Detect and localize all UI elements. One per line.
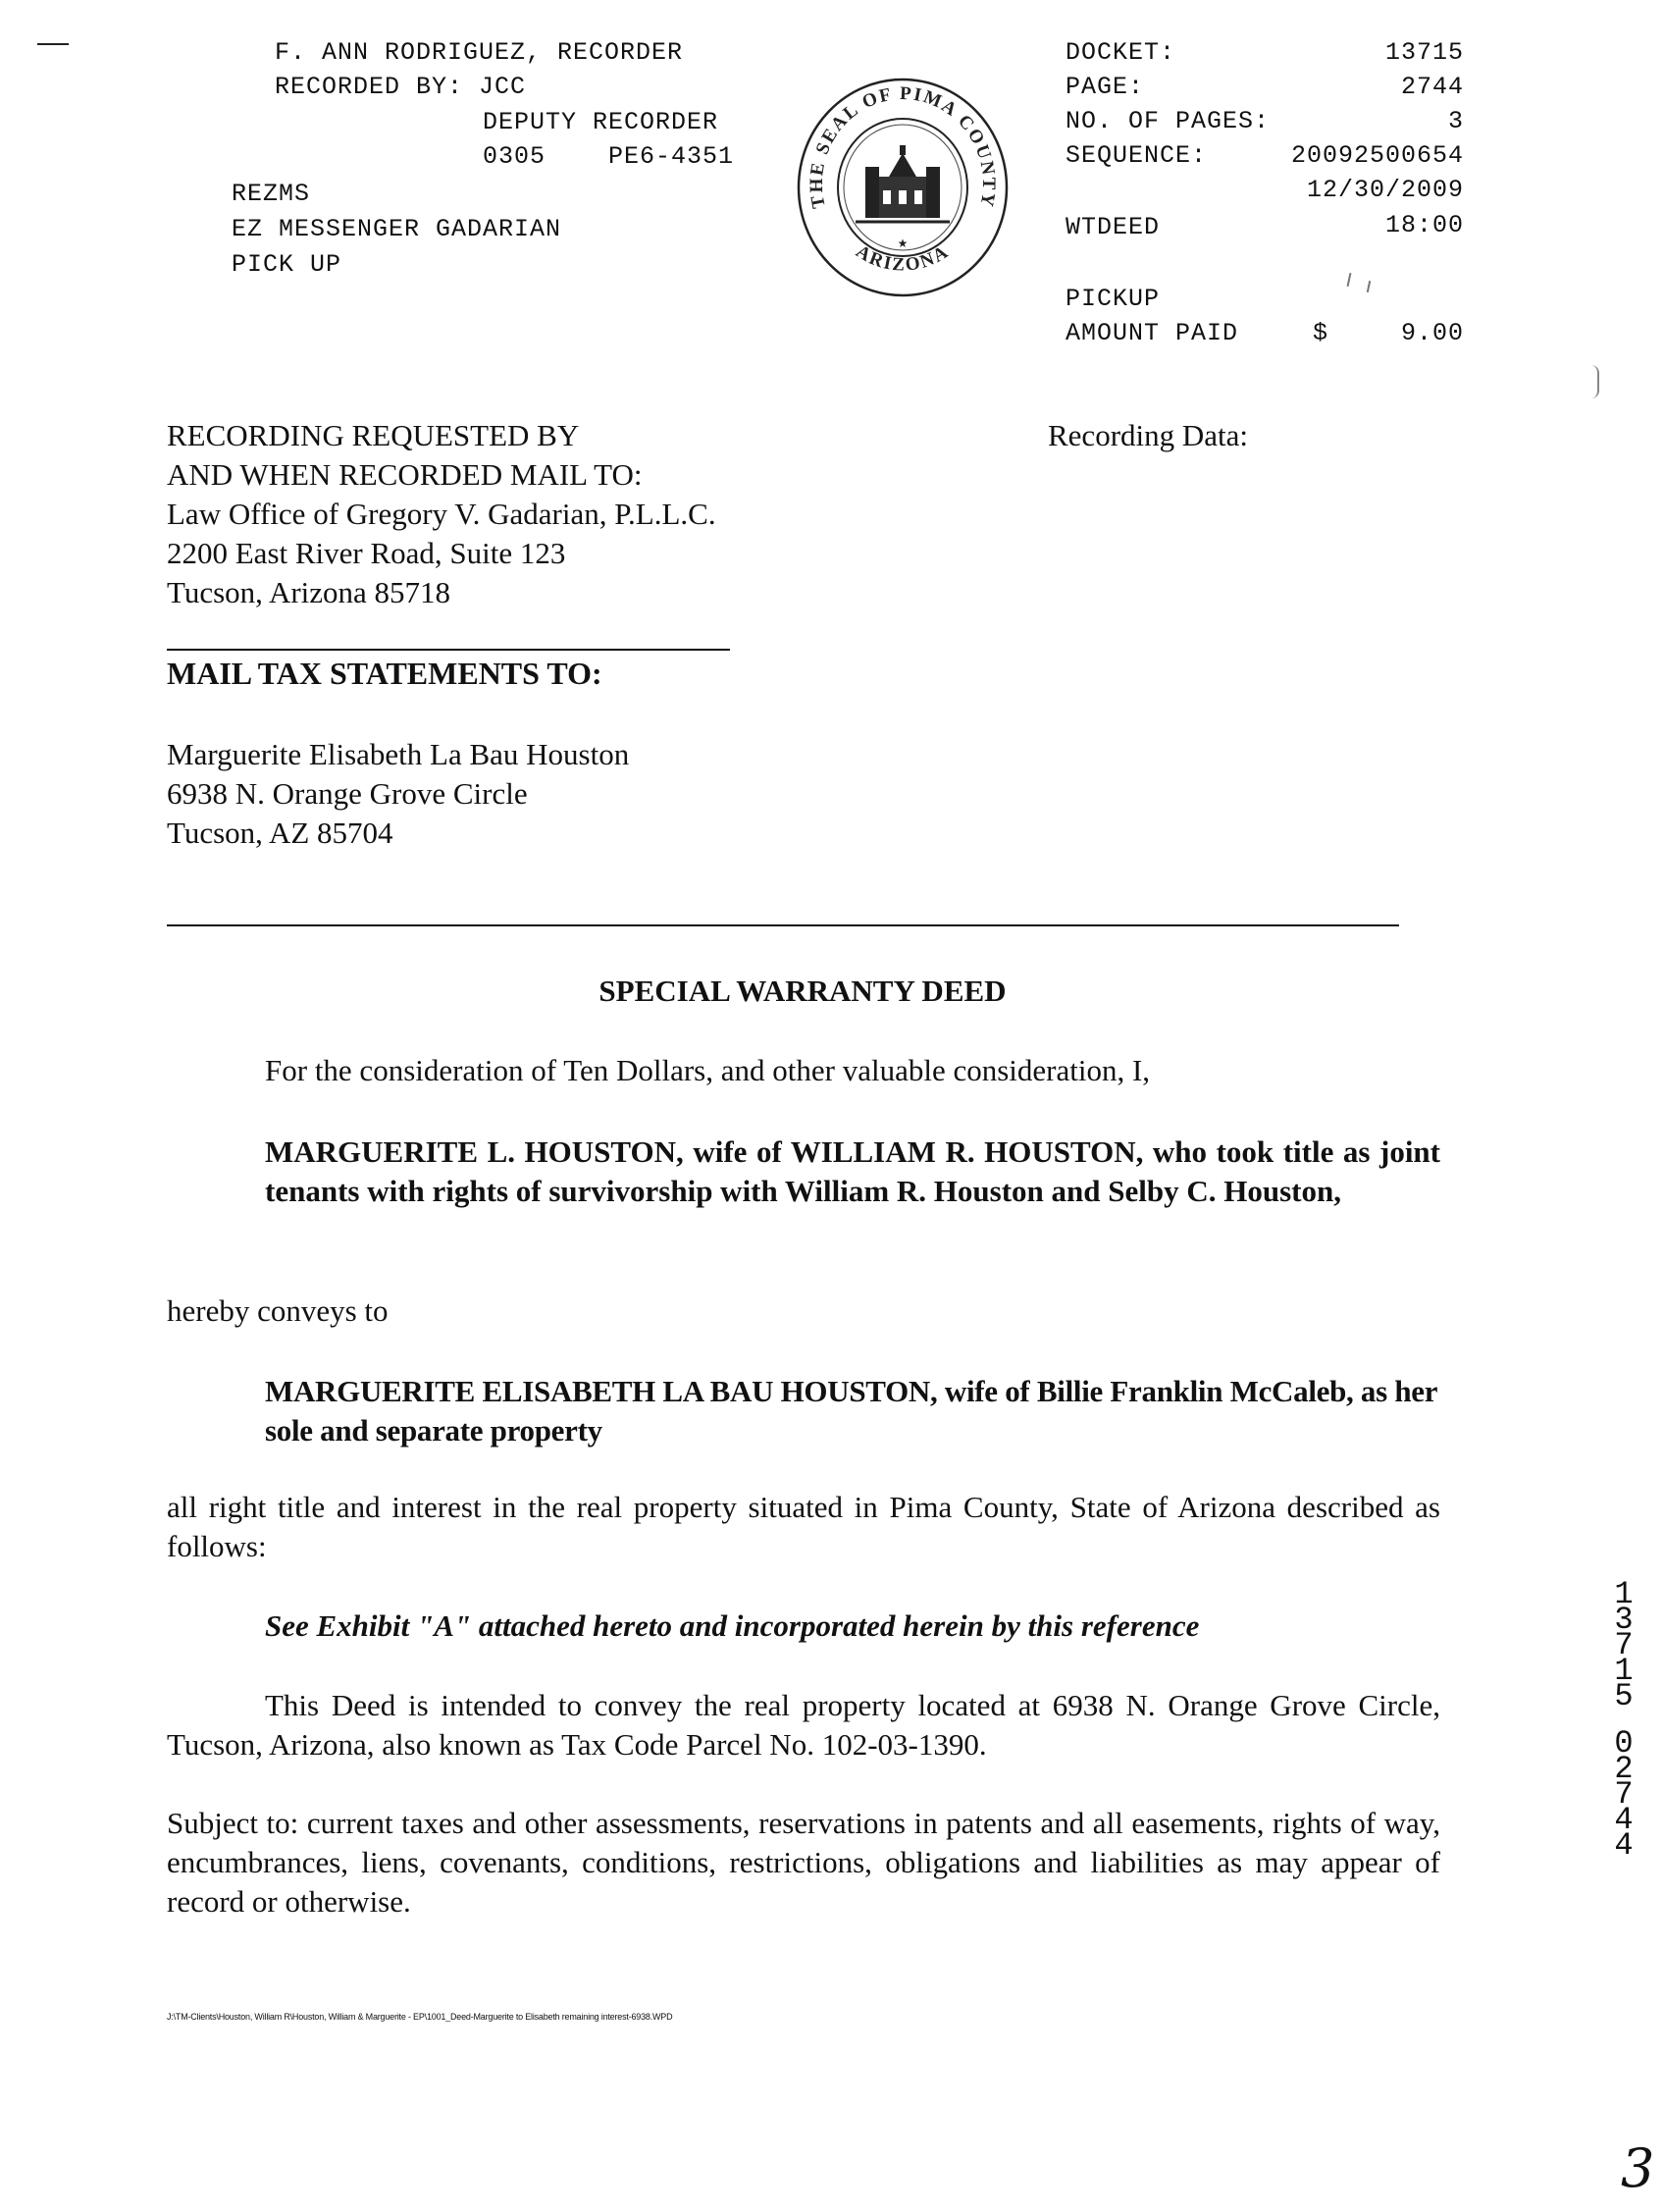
margin-digit: 2 xyxy=(1614,1751,1634,1787)
sequence-value: 20092500654 xyxy=(1290,141,1464,170)
seal-text-top: THE SEAL OF PIMA COUNTY xyxy=(806,82,1000,210)
mail-tax-address xyxy=(167,735,854,853)
rezms: REZMS xyxy=(232,180,311,208)
pickup-label: PICKUP xyxy=(1066,285,1161,313)
request-line-5: Tucson, Arizona 85718 xyxy=(167,575,451,609)
divider-short xyxy=(167,649,730,651)
request-line-1: RECORDING REQUESTED BY xyxy=(167,418,580,452)
deed-title: SPECIAL WARRANTY DEED xyxy=(598,974,1007,1008)
mail-tax-line-2: 6938 N. Orange Grove Circle xyxy=(167,776,528,811)
recorder-code: 0305 PE6-4351 xyxy=(483,142,735,171)
amount-label: AMOUNT PAID xyxy=(1066,319,1239,347)
margin-digit: 7 xyxy=(1614,1776,1634,1813)
recording-data-label: Recording Data: xyxy=(1048,418,1249,452)
conveys-text: hereby conveys to xyxy=(167,1293,389,1328)
grantee-text: MARGUERITE ELISABETH LA BAU HOUSTON, wife of Billie Franklin McCaleb, as her sole and separate property xyxy=(265,1374,1437,1448)
pages-value: 3 xyxy=(1447,107,1464,135)
request-line-4: 2200 East River Road, Suite 123 xyxy=(167,536,566,570)
margin-digit: 4 xyxy=(1614,1827,1634,1864)
intent-text-content: This Deed is intended to convey the real property located at 6938 N. Orange Grove Circle, Tucson, Arizona, also known as Tax Code Parcel No. 102-03-1390. xyxy=(167,1688,1440,1762)
divider-long xyxy=(167,924,1399,926)
margin-digit: 3 xyxy=(1614,1602,1634,1638)
footer-file-path: J:\TM-Clients\Houston, William R\Houston, William & Marguerite - EP\1001_Deed-Marguerite to Elisabeth remaining interest-6938.WPD xyxy=(167,2012,673,2022)
amount-currency: $ xyxy=(1313,319,1329,347)
margin-digit: 4 xyxy=(1614,1802,1634,1838)
sequence-label: SEQUENCE: xyxy=(1066,141,1208,170)
svg-text:★: ★ xyxy=(897,237,909,250)
page-number: 3 xyxy=(1621,2137,1655,2199)
scan-mark xyxy=(1591,365,1599,398)
record-time: 18:00 xyxy=(1384,211,1464,239)
consideration-text: For the consideration of Ten Dollars, and other valuable consideration, I, xyxy=(265,1053,1151,1087)
page-label: PAGE: xyxy=(1066,73,1145,101)
pima-county-seal xyxy=(795,75,1011,300)
margin-digit: 1 xyxy=(1614,1653,1634,1689)
request-line-2: AND WHEN RECORDED MAIL TO: xyxy=(167,457,643,492)
doc-type: WTDEED xyxy=(1066,213,1161,241)
mail-tax-heading: MAIL TAX STATEMENTS TO: xyxy=(167,656,602,691)
recording-request xyxy=(167,416,873,612)
docket-block xyxy=(1066,35,1464,359)
seal-text-bottom: ARIZONA xyxy=(852,240,954,276)
seal-icon xyxy=(795,75,1011,300)
margin-docket-stamp xyxy=(1609,1576,1638,1864)
docket-label: DOCKET: xyxy=(1066,38,1176,67)
intent-text xyxy=(167,1686,1440,1764)
scan-mark xyxy=(37,43,69,45)
margin-digit: 7 xyxy=(1614,1627,1634,1663)
pages-label: NO. OF PAGES: xyxy=(1066,107,1271,135)
record-date: 12/30/2009 xyxy=(1306,176,1464,204)
margin-digit: 0 xyxy=(1614,1725,1634,1762)
docket-value: 13715 xyxy=(1384,38,1464,67)
subject-to-text: Subject to: current taxes and other assessments, reservations in patents and all easements, rights of way, encumbrances, liens, covenants, conditions, restrictions, obligations and liabilities as may appear of record or otherwise. xyxy=(167,1806,1440,1919)
messenger: EZ MESSENGER GADARIAN xyxy=(232,215,562,243)
recorded-by: RECORDED BY: JCC xyxy=(275,73,527,101)
request-line-3: Law Office of Gregory V. Gadarian, P.L.L.C. xyxy=(167,497,716,531)
margin-digit: 1 xyxy=(1614,1576,1634,1612)
exhibit-reference: See Exhibit "A" attached hereto and incorporated herein by this reference xyxy=(265,1608,1200,1643)
mail-tax-line-3: Tucson, AZ 85704 xyxy=(167,816,393,850)
grantor-text: MARGUERITE L. HOUSTON, wife of WILLIAM R. HOUSTON, who took title as joint tenants with rights of survivorship with William R. Houston and Selby C. Houston, xyxy=(265,1134,1440,1208)
amount-value: 9.00 xyxy=(1400,319,1464,347)
interest-text: all right title and interest in the real property situated in Pima County, State of Arizona described as follows: xyxy=(167,1490,1440,1563)
page-value: 2744 xyxy=(1400,73,1464,101)
pickup-note: PICK UP xyxy=(232,250,342,279)
margin-digit: 5 xyxy=(1614,1678,1634,1714)
mail-tax-line-1: Marguerite Elisabeth La Bau Houston xyxy=(167,737,630,771)
recorder-name: F. ANN RODRIGUEZ, RECORDER xyxy=(275,38,684,67)
deputy-recorder: DEPUTY RECORDER xyxy=(483,108,719,136)
